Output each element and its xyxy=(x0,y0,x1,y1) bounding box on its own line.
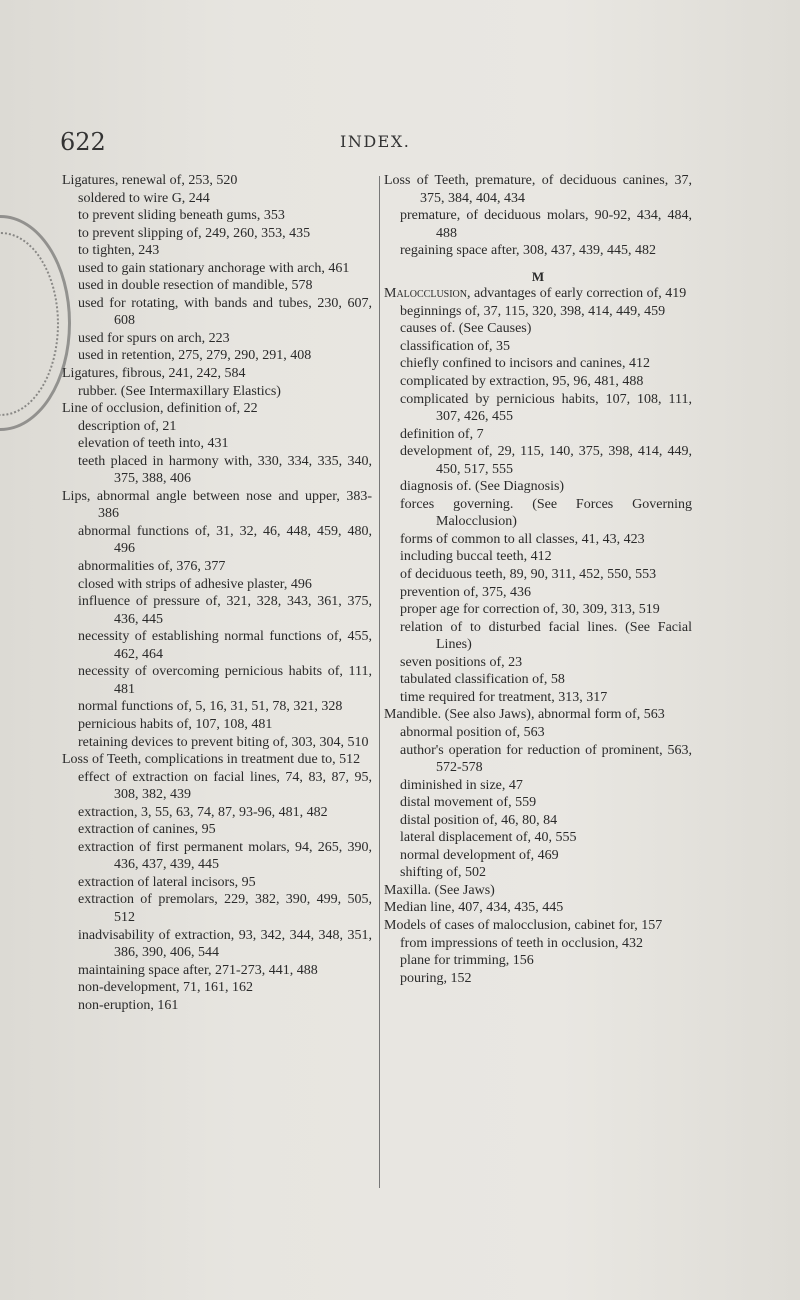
index-subentry: extraction of first permanent molars, 94, 265, 390, 436, 437, 439, 445 xyxy=(78,839,372,873)
index-subentry: used for rotating, with bands and tubes, 230, 607, 608 xyxy=(78,295,372,329)
index-column-left xyxy=(62,172,372,1014)
index-subentry: maintaining space after, 271-273, 441, 488 xyxy=(78,962,318,978)
index-subentry: complicated by pernicious habits, 107, 108, 111, 307, 426, 455 xyxy=(400,391,692,425)
index-subentry: development of, 29, 115, 140, 375, 398, 414, 449, 450, 517, 555 xyxy=(400,444,692,477)
index-subentry: necessity of overcoming pernicious habits of, 111, 481 xyxy=(78,664,372,697)
index-subentry: prevention of, 375, 436 xyxy=(400,584,532,600)
index-subentry: pernicious habits of, 107, 108, 481 xyxy=(78,716,273,732)
index-subentry: elevation of teeth into, 431 xyxy=(78,436,229,452)
index-subentry: shifting of, 502 xyxy=(400,865,486,881)
index-entry-rest: , advantages of early correction of, 419 xyxy=(467,286,687,302)
index-subentry: time required for treatment, 313, 317 xyxy=(400,689,608,705)
index-subentry: of deciduous teeth, 89, 90, 311, 452, 550, 553 xyxy=(400,567,657,583)
index-subentry: influence of pressure of, 321, 328, 343, 361, 375, 436, 445 xyxy=(78,594,372,627)
index-subentry: diminished in size, 47 xyxy=(400,777,523,793)
index-subentry: to prevent slipping of, 249, 260, 353, 435 xyxy=(78,225,311,241)
index-entry: Loss of Teeth, premature, of deciduous canines, 37, 375, 384, 404, 434 xyxy=(384,173,692,206)
index-subentry: from impressions of teeth in occlusion, 432 xyxy=(400,935,644,951)
index-subentry: abnormal functions of, 31, 32, 46, 448, 459, 480, 496 xyxy=(78,523,372,557)
index-subentry: soldered to wire G, 244 xyxy=(78,190,210,206)
index-subentry: normal development of, 469 xyxy=(400,847,559,863)
index-subentry: premature, of deciduous molars, 90-92, 434, 484, 488 xyxy=(400,208,692,241)
index-entry: Ligatures, fibrous, 241, 242, 584 xyxy=(62,366,246,382)
index-subentry: pouring, 152 xyxy=(400,970,472,986)
index-subentry: retaining devices to prevent biting of, 303, 304, 510 xyxy=(78,734,369,750)
right-column-bottom-entries xyxy=(384,303,692,987)
index-entry: Loss of Teeth, complications in treatment due to, 512 xyxy=(62,752,361,768)
index-subentry: classification of, 35 xyxy=(400,338,511,354)
letter-heading: M xyxy=(531,268,545,284)
index-subentry: lateral displacement of, 40, 555 xyxy=(400,830,577,846)
index-subentry: normal functions of, 5, 16, 31, 51, 78, 321, 328 xyxy=(78,699,343,715)
index-subentry: abnormal position of, 563 xyxy=(400,724,545,740)
running-title: INDEX. xyxy=(340,132,411,151)
index-subentry: effect of extraction on facial lines, 74, 83, 87, 95, 308, 382, 439 xyxy=(78,769,372,803)
index-headword: Malocclusion xyxy=(384,286,468,302)
index-entry: Ligatures, renewal of, 253, 520 xyxy=(62,173,238,188)
index-subentry: to tighten, 243 xyxy=(78,243,160,259)
index-subentry: necessity of establishing normal functions of, 455, 462, 464 xyxy=(78,629,372,662)
page-header xyxy=(60,128,750,158)
index-subentry: extraction of premolars, 229, 382, 390, 499, 505, 512 xyxy=(78,892,372,925)
column-divider xyxy=(379,176,380,1188)
index-subentry: extraction of canines, 95 xyxy=(78,822,216,838)
index-subentry: rubber. (See Intermaxillary Elastics) xyxy=(78,383,281,399)
index-subentry: inadvisability of extraction, 93, 342, 344, 348, 351, 386, 390, 406, 544 xyxy=(78,927,372,961)
index-entry-malocclusion xyxy=(384,285,692,303)
index-subentry: author's operation for reduction of prominent, 563, 572-578 xyxy=(400,742,692,776)
index-subentry: non-eruption, 161 xyxy=(78,997,179,1013)
index-subentry: regaining space after, 308, 437, 439, 445, 482 xyxy=(400,243,657,259)
index-entry: Line of occlusion, definition of, 22 xyxy=(62,401,258,417)
index-subentry: plane for trimming, 156 xyxy=(400,953,534,969)
index-entry: Median line, 407, 434, 435, 445 xyxy=(384,900,564,916)
index-subentry: forces governing. (See Forces Governing Malocclusion) xyxy=(400,496,692,530)
index-subentry: beginnings of, 37, 115, 320, 398, 414, 449, 459 xyxy=(400,303,666,319)
index-subentry: distal movement of, 559 xyxy=(400,795,537,811)
index-subentry: definition of, 7 xyxy=(400,426,484,442)
index-entry: Lips, abnormal angle between nose and upper, 383-386 xyxy=(62,488,372,522)
index-subentry: proper age for correction of, 30, 309, 313, 519 xyxy=(400,602,660,618)
index-subentry: used for spurs on arch, 223 xyxy=(78,330,230,346)
right-column-top-entries xyxy=(384,172,692,260)
index-subentry: including buccal teeth, 412 xyxy=(400,549,552,565)
index-subentry: description of, 21 xyxy=(78,418,177,434)
index-subentry: tabulated classification of, 58 xyxy=(400,672,565,688)
index-subentry: used to gain stationary anchorage with arch, 461 xyxy=(78,260,350,276)
index-column-right xyxy=(384,172,692,987)
index-subentry: chiefly confined to incisors and canines, 412 xyxy=(400,356,650,372)
index-subentry: extraction of lateral incisors, 95 xyxy=(78,874,256,890)
index-subentry: used in double resection of mandible, 578 xyxy=(78,278,313,294)
index-subentry: used in retention, 275, 279, 290, 291, 408 xyxy=(78,348,312,364)
index-subentry: closed with strips of adhesive plaster, 496 xyxy=(78,576,312,592)
index-subentry: causes of. (See Causes) xyxy=(400,321,532,337)
index-subentry: diagnosis of. (See Diagnosis) xyxy=(400,479,565,495)
page-number: 622 xyxy=(60,128,106,156)
index-subentry: forms of common to all classes, 41, 43, 423 xyxy=(400,531,645,547)
index-entry: Models of cases of malocclusion, cabinet for, 157 xyxy=(384,917,663,933)
index-subentry: distal position of, 46, 80, 84 xyxy=(400,812,558,828)
index-subentry: complicated by extraction, 95, 96, 481, 488 xyxy=(400,374,644,390)
index-subentry: to prevent sliding beneath gums, 353 xyxy=(78,208,285,224)
index-subentry: teeth placed in harmony with, 330, 334, 335, 340, 375, 388, 406 xyxy=(78,453,372,487)
library-stamp xyxy=(0,215,71,431)
index-entry: Mandible. (See also Jaws), abnormal form of, 563 xyxy=(384,707,665,723)
index-subentry: non-development, 71, 161, 162 xyxy=(78,980,253,996)
index-subentry: relation of to disturbed facial lines. (See Facial Lines) xyxy=(400,619,692,653)
index-entry: Maxilla. (See Jaws) xyxy=(384,882,495,898)
index-subentry: abnormalities of, 376, 377 xyxy=(78,559,226,575)
index-subentry: seven positions of, 23 xyxy=(400,654,523,670)
index-subentry: extraction, 3, 55, 63, 74, 87, 93-96, 481, 482 xyxy=(78,804,328,820)
